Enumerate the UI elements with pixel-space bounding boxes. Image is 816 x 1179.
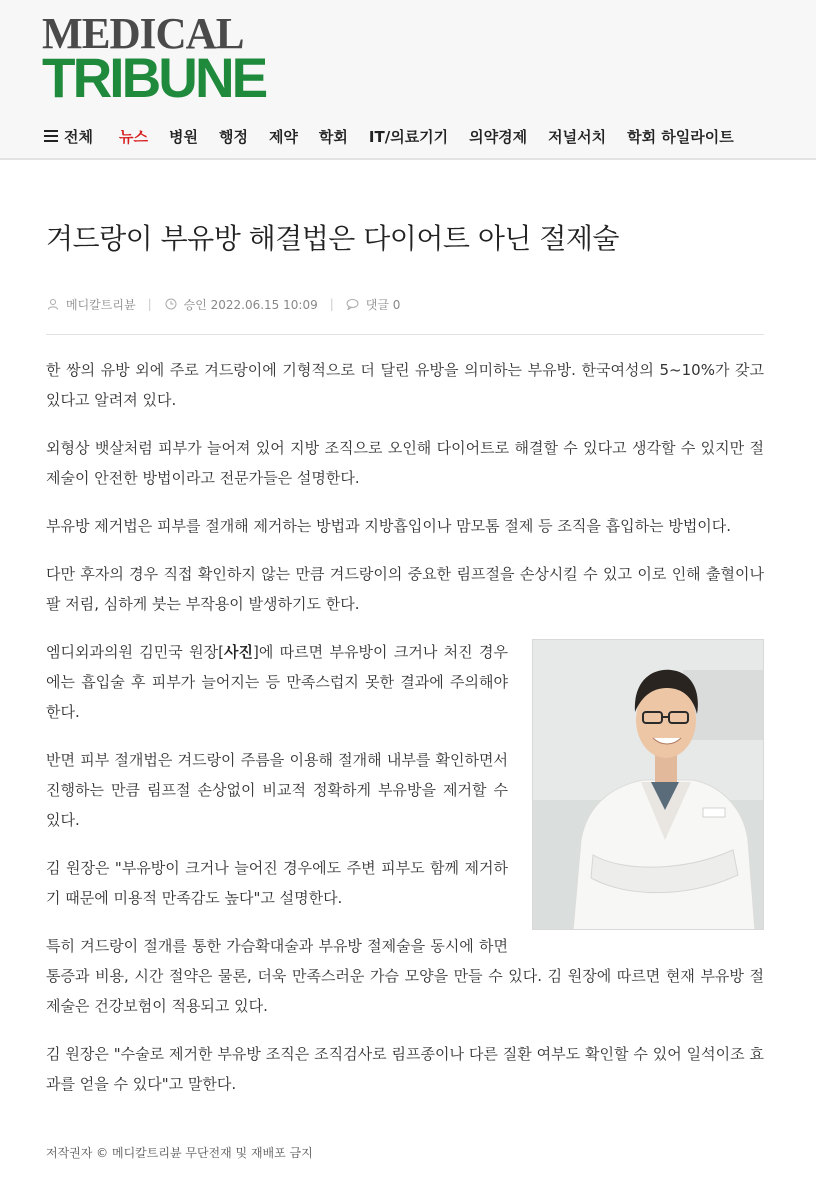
article-paragraph: 외형상 뱃살처럼 피부가 늘어져 있어 지방 조직으로 오인해 다이어트로 해결할 수 있다고 생각할 수 있지만 절제술이 안전한 방법이라고 전문가들은 설명한다. [46,439,764,487]
nav-item-medical-economy[interactable]: 의약경제 [469,127,528,146]
user-icon [46,297,60,311]
p5-text-after: ]에 따르면 부유방이 크거나 처진 경우에는 흡입술 후 피부가 늘어지는 등 만족스럽지 못한 결과에 주의해야 한다. [46,643,509,721]
nav-item-hospital[interactable]: 병원 [168,127,198,146]
hamburger-icon [44,130,58,142]
logo-tribune-text: TRIBUNE [42,46,266,109]
copyright-notice: 저작권자 © 메디칼트리뷴 무단전재 및 재배포 금지 [46,1146,313,1160]
article-meta [46,296,764,312]
site-header [0,0,816,160]
nav-item-conference[interactable]: 학회 [318,127,348,146]
article-paragraph: 김 원장은 "부유방이 크거나 늘어진 경우에도 주변 피부도 함께 제거하기 때문에 미용적 만족감도 높다"고 설명한다. [46,859,508,907]
meta-divider [46,334,764,335]
article-approved-date: 승인 2022.06.15 10:09 [183,297,318,312]
p5-text-before: 엠디외과의원 김민국 원장[ [46,643,224,661]
article-paragraph: 부유방 제거법은 피부를 절개해 제거하는 방법과 지방흡입이나 맘모톰 절제 등 조직을 흡입하는 방법이다. [46,517,732,535]
article-paragraph: 다만 후자의 경우 직접 확인하지 않는 만큼 겨드랑이의 중요한 림프절을 손상시킬 수 있고 이로 인해 출혈이나 팔 저림, 심하게 붓는 부작용이 발생하기도 한다. [46,565,764,613]
photo-caption-reference: 사진 [223,643,253,661]
nav-item-news[interactable]: 뉴스 [118,127,148,146]
article [46,200,764,1117]
site-logo[interactable] [42,9,322,109]
nav-all-label: 전체 [64,127,93,146]
meta-separator: | [147,297,152,311]
article-paragraph: 반면 피부 절개법은 겨드랑이 주름을 이용해 절개해 내부를 확인하면서 진행하는 만큼 림프절 손상없이 비교적 정확하게 부유방을 제거할 수 있다. [46,751,508,829]
main-nav [44,124,755,148]
article-title: 겨드랑이 부유방 해결법은 다이어트 아닌 절제술 [46,222,619,255]
article-comment-count[interactable]: 댓글 0 [365,297,401,312]
article-body [46,355,764,1099]
article-paragraph: 한 쌍의 유방 외에 주로 겨드랑이에 기형적으로 더 달린 유방을 의미하는 부유방. 한국여성의 5~10%가 갖고 있다고 알려져 있다. [46,361,764,409]
meta-separator: | [329,297,334,311]
article-author[interactable]: 메디칼트리뷴 [66,297,136,312]
doctor-photo[interactable] [532,639,764,930]
article-paragraph: 김 원장은 "수술로 제거한 부유방 조직은 조직검사로 림프종이나 다른 질환 여부도 확인할 수 있어 일석이조 효과를 얻을 수 있다"고 말한다. [46,1045,764,1093]
nav-item-administration[interactable]: 행정 [218,127,248,146]
nav-item-journal-search[interactable]: 저널서치 [548,127,607,146]
article-paragraph: 특히 겨드랑이 절개를 통한 가슴확대술과 부유방 절제술을 동시에 하면 통증과 비용, 시간 절약은 물론, 더욱 만족스러운 가슴 모양을 만들 수 있다. 김 원장에 따르면 현재 부유방 절제술은 건강보험이 적용되고 있다. [46,937,764,1015]
nav-all-menu[interactable] [44,126,93,147]
nav-item-pharma[interactable]: 제약 [268,127,298,146]
nav-item-it-devices[interactable]: IT/의료기기 [368,127,449,146]
nav-item-conference-highlight[interactable]: 학회 하일라이트 [627,127,734,146]
clock-icon [164,297,178,311]
logo-medical-text: MEDICAL [42,9,244,58]
comment-icon [346,297,360,311]
doctor-photo-illustration [533,640,764,930]
